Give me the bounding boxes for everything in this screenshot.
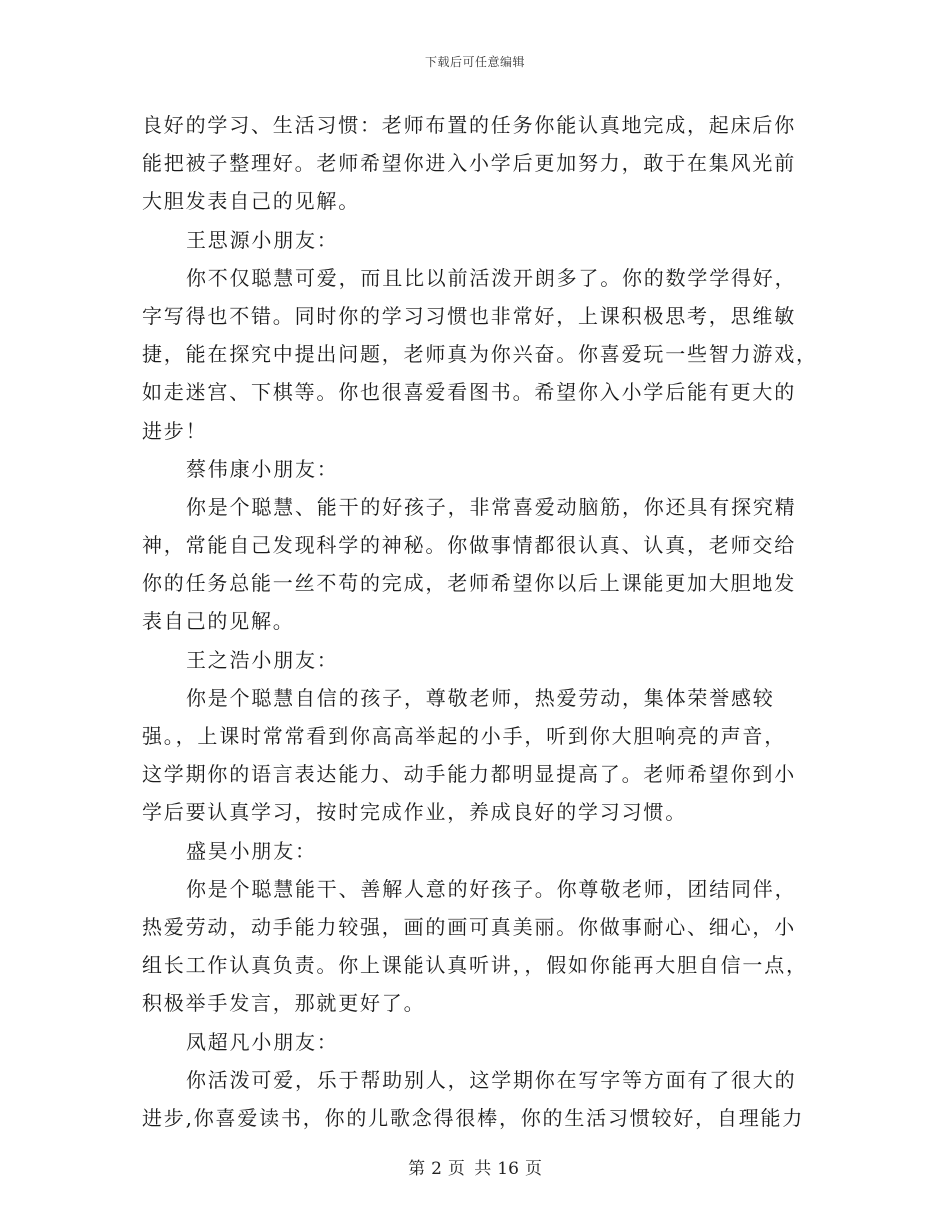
text-line: 你是个聪慧能干、善解人意的好孩子。你尊敬老师，团结同伴， xyxy=(186,876,797,901)
text-line: 你是个聪慧、能干的好孩子，非常喜爱动脑筋，你还具有探究精 xyxy=(186,494,797,519)
document-body xyxy=(142,106,818,1137)
student-name-heading: 王思源小朋友： xyxy=(186,227,339,252)
text-line: 神，常能自己发现科学的神秘。你做事情都很认真、认真，老师交给 xyxy=(142,533,796,558)
student-name-heading: 王之浩小朋友： xyxy=(186,647,339,672)
text-line: 热爱劳动，动手能力较强，画的画可真美丽。你做事耐心、细心，小 xyxy=(142,914,796,939)
text-line: 如走迷宫、下棋等。你也很喜爱看图书。希望你入小学后能有更大的 xyxy=(142,380,796,405)
text-line: 强。，上课时常常看到你高高举起的小手，听到你大胆响亮的声音， xyxy=(142,724,786,748)
text-line: 你活泼可爱，乐于帮助别人，这学期你在写字等方面有了很大的 xyxy=(186,1067,797,1092)
text-line: 积极举手发言，那就更好了。 xyxy=(142,991,426,1016)
text-line: 良好的学习、生活习惯：老师布置的任务你能认真地完成，起床后你 xyxy=(142,113,796,137)
page-number-prefix: 第 xyxy=(408,1159,426,1179)
text-line: 字写得也不错。同时你的学习习惯也非常好，上课积极思考，思维敏 xyxy=(142,303,796,328)
page-number-middle: 页 共 xyxy=(447,1159,492,1179)
text-line: 这学期你的语言表达能力、动手能力都明显提高了。老师希望你到小 xyxy=(142,762,796,787)
page-header: 下载后可任意编辑 xyxy=(424,55,525,69)
total-page-count: 16 xyxy=(497,1159,519,1179)
page-number-suffix: 页 xyxy=(524,1159,542,1179)
text-line: 表自己的见解。 xyxy=(142,609,295,634)
text-line: 能把被子整理好。老师希望你进入小学后更加努力，敢于在集风光前 xyxy=(142,151,796,176)
text-line: 进步！ xyxy=(142,418,208,443)
text-line: 你是个聪慧自信的孩子，尊敬老师，热爱劳动，集体荣誉感较 xyxy=(186,685,775,710)
text-line: 你的任务总能一丝不苟的完成，老师希望你以后上课能更加大胆地发 xyxy=(142,571,796,596)
text-line: 进步,你喜爱读书，你的儿歌念得很棒，你的生活习惯较好，自理能力 xyxy=(142,1105,805,1130)
text-line: 你不仅聪慧可爱，而且比以前活泼开朗多了。你的数学学得好， xyxy=(186,265,797,290)
current-page-number: 2 xyxy=(431,1159,442,1179)
text-line: 大胆发表自己的见解。 xyxy=(142,189,360,214)
text-line: 组长工作认真负责。你上课能认真听讲，，假如你能再大胆自信一点， xyxy=(142,953,808,978)
student-name-heading: 蔡伟康小朋友： xyxy=(186,456,339,481)
text-line: 捷，能在探究中提出问题，老师真为你兴奋。你喜爱玩一些智力游戏， xyxy=(142,342,818,367)
text-line: 学后要认真学习，按时完成作业，养成良好的学习习惯。 xyxy=(142,800,687,825)
page-footer xyxy=(0,1154,950,1179)
student-name-heading: 盛昊小朋友： xyxy=(186,838,317,863)
student-name-heading: 凤超凡小朋友： xyxy=(186,1029,339,1054)
